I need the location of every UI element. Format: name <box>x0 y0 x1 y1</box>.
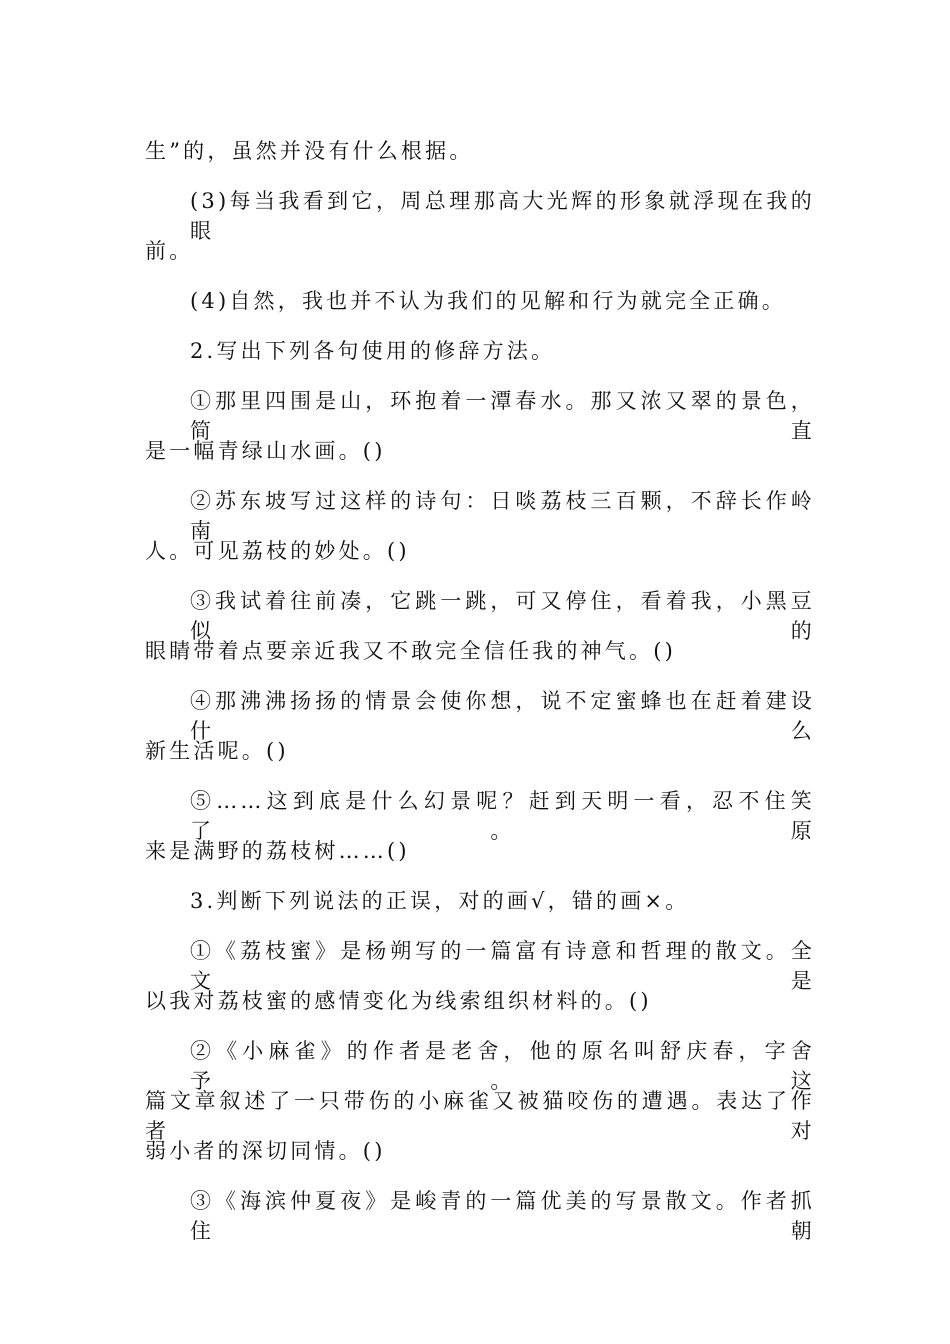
text-line: ⑤……这到底是什么幻景呢？赶到天明一看，忍不住笑了。原 <box>190 789 815 843</box>
text-line: 眼睛带着点要亲近我又不敢完全信任我的神气。() <box>145 639 676 663</box>
text-line: 人。可见荔枝的妙处。() <box>145 539 410 563</box>
text-line: 前。 <box>145 239 194 263</box>
text-line: 3.判断下列说法的正误，对的画√，错的画×。 <box>190 889 690 913</box>
text-line: ③我试着往前凑，它跳一跳，可又停住，看着我，小黑豆似的 <box>190 589 815 643</box>
text-line: ③《海滨仲夏夜》是峻青的一篇优美的写景散文。作者抓住朝 <box>190 1189 815 1243</box>
text-line: 以我对荔枝蜜的感情变化为线索组织材料的。() <box>145 989 652 1013</box>
text-line: 生”的，虽然并没有什么根据。 <box>145 139 474 163</box>
text-line: 篇文章叙述了一只带伤的小麻雀又被猫咬伤的遭遇。表达了作者对 <box>145 1089 815 1143</box>
text-line: 来是满野的荔枝树……() <box>145 839 410 863</box>
text-line: ①那里四围是山，环抱着一潭春水。那又浓又翠的景色，简直 <box>190 389 815 443</box>
text-line: ②《小麻雀》的作者是老舍，他的原名叫舒庆春，字舍予。这 <box>190 1039 815 1093</box>
text-line: ①《荔枝蜜》是杨朔写的一篇富有诗意和哲理的散文。全文是 <box>190 939 815 993</box>
text-line: (4)自然，我也并不认为我们的见解和行为就完全正确。 <box>190 289 786 313</box>
text-line: ②苏东坡写过这样的诗句：日啖荔枝三百颗，不辞长作岭南 <box>190 489 815 543</box>
text-line: ④那沸沸扬扬的情景会使你想，说不定蜜蜂也在赶着建设什么 <box>190 689 815 743</box>
text-line: 新生活呢。() <box>145 739 289 763</box>
text-line: (3)每当我看到它，周总理那高大光辉的形象就浮现在我的眼 <box>190 189 815 243</box>
text-line: 2.写出下列各句使用的修辞方法。 <box>190 339 556 363</box>
text-line: 是一幅青绿山水画。() <box>145 439 386 463</box>
text-line: 弱小者的深切同情。() <box>145 1139 386 1163</box>
